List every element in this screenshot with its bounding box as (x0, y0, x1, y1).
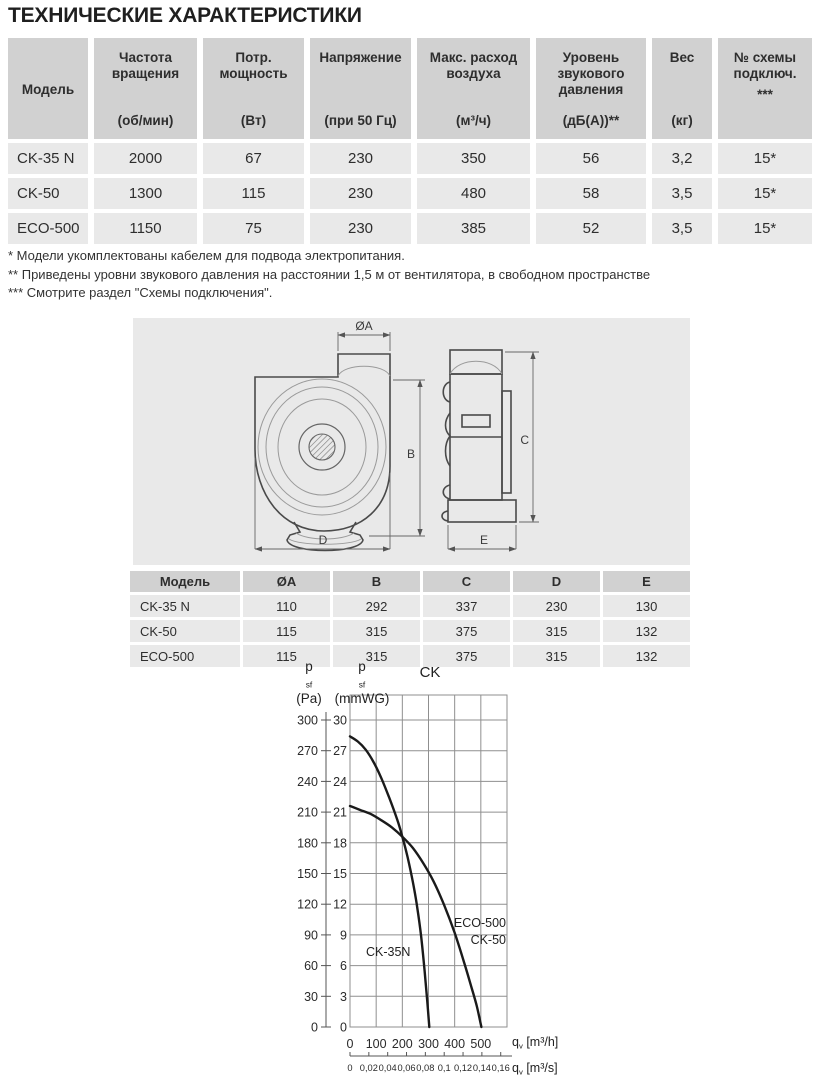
m3h-tick-label: 300 (418, 1037, 439, 1051)
dim-cell: 315 (513, 620, 600, 642)
spec-header-2: Потр. мощность (Вт) (203, 38, 304, 139)
m3s-tick-label: 0,16 (491, 1063, 510, 1073)
spec-table-header (8, 38, 812, 139)
m3s-tick-label: 0,14 (472, 1063, 491, 1073)
spec-cell: 350 (417, 143, 530, 174)
dim-label-e: E (479, 533, 489, 547)
spec-cell: 230 (310, 213, 411, 244)
dim-header-0: Модель (130, 571, 240, 592)
fan-curve-plot (280, 655, 620, 1091)
dim-label-d: D (318, 533, 328, 547)
spec-header-1: Частота вращения (об/мин) (94, 38, 197, 139)
m3s-tick-label: 0,06 (397, 1063, 416, 1073)
mmwg-tick-label: 9 (340, 928, 347, 943)
pa-tick-label: 0 (311, 1020, 318, 1035)
spec-cell: 67 (203, 143, 304, 174)
spec-cell: 56 (536, 143, 646, 174)
spec-cell: 75 (203, 213, 304, 244)
spec-table (8, 38, 812, 244)
dim-cell: 132 (603, 620, 690, 642)
dim-cell: 315 (333, 645, 420, 667)
page-title: ТЕХНИЧЕСКИЕ ХАРАКТЕРИСТИКИ (8, 4, 362, 27)
footnotes (8, 247, 650, 303)
y-axis-title-mmwg: p $_{sf}$ (mmWG) (334, 659, 390, 706)
dim-model-cell: ECO-500 (130, 645, 240, 667)
dim-cell: 110 (243, 595, 330, 617)
spec-cell: 15* (718, 213, 812, 244)
m3s-tick-label: 0,04 (378, 1063, 397, 1073)
pa-tick-label: 300 (297, 713, 318, 728)
fan-shaft (309, 434, 335, 460)
m3h-tick-label: 0 (346, 1037, 354, 1051)
dim-cell: 375 (423, 645, 510, 667)
m3h-tick-label: 200 (391, 1037, 413, 1051)
dim-header-3: C (423, 571, 510, 592)
m3s-tick-label: 0,12 (453, 1063, 473, 1073)
spec-cell: 3,5 (652, 178, 712, 209)
dim-cell: 315 (333, 620, 420, 642)
spec-cell: 52 (536, 213, 646, 244)
side-inlet-arc (450, 361, 502, 374)
spec-header-7: № схемы подключ. *** (718, 38, 812, 139)
dim-label-b: B (406, 447, 415, 461)
mmwg-tick-label: 3 (340, 989, 347, 1004)
m3h-tick-label: 400 (444, 1037, 466, 1051)
footnote-2: ** Приведены уровни звукового давления на расстоянии 1,5 м от вентилятора, в свободном пространстве (8, 266, 651, 282)
spec-model-cell: CK-35 N (8, 143, 88, 174)
m3s-tick-label: 0,02 (359, 1063, 378, 1073)
spec-cell: 15* (718, 178, 812, 209)
dim-header-1: ØA (243, 571, 330, 592)
dim-cell: 230 (513, 595, 600, 617)
mmwg-tick-label: 27 (333, 744, 347, 759)
spec-cell: 58 (536, 178, 646, 209)
spec-cell: 3,5 (652, 213, 712, 244)
chart-grid (350, 695, 507, 1027)
fan-curve-0 (350, 736, 429, 1027)
pa-tick-label: 180 (297, 836, 318, 851)
spec-model-cell: CK-50 (8, 178, 88, 209)
y-axis-title-pa: p $_{sf}$ (Pa) (296, 659, 322, 706)
spec-cell: 2000 (94, 143, 197, 174)
mmwg-tick-label: 30 (333, 713, 347, 728)
spec-cell: 385 (417, 213, 530, 244)
spec-header-6: Вес (кг) (652, 38, 712, 139)
spec-cell: 115 (203, 178, 304, 209)
dimension-lines (255, 332, 539, 549)
dim-cell: 375 (423, 620, 510, 642)
dimensions-table (130, 571, 690, 667)
performance-chart (280, 655, 620, 1091)
spec-cell: 1300 (94, 178, 197, 209)
dim-header-5: E (603, 571, 690, 592)
mmwg-tick-label: 0 (340, 1020, 347, 1035)
mmwg-tick-label: 24 (333, 774, 347, 789)
spec-cell: 15* (718, 143, 812, 174)
spec-header-0: Модель (8, 38, 88, 139)
mmwg-tick-label: 6 (340, 959, 347, 974)
curve-label-eco-500: ECO-500 (453, 916, 506, 930)
spec-cell: 1150 (94, 213, 197, 244)
spec-header-4: Макс. расход воздуха (м³/ч) (417, 38, 530, 139)
mmwg-tick-label: 12 (333, 897, 347, 912)
dim-model-cell: CK-35 N (130, 595, 240, 617)
curve-label-ck-50: CK-50 (470, 933, 506, 947)
x-axis-title-m3h: $q_v$ [m³/h] (512, 1035, 559, 1051)
footnote-1: * Модели укомплектованы кабелем для подвода электропитания. (8, 248, 405, 263)
x-axis-title-m3s: $q_v$ [m³/s] (512, 1061, 558, 1077)
dim-label-c: C (520, 433, 529, 447)
spec-table-body (8, 143, 812, 244)
dim-cell: 132 (603, 645, 690, 667)
mmwg-tick-label: 21 (333, 805, 347, 820)
fan-side-view (442, 350, 516, 522)
spec-cell: 230 (310, 143, 411, 174)
m3s-ruler (350, 1052, 512, 1056)
mmwg-tick-label: 18 (333, 836, 347, 851)
m3s-tick-label: 0,1 (437, 1063, 451, 1073)
pa-tick-label: 90 (304, 928, 318, 943)
m3h-tick-label: 500 (470, 1037, 492, 1051)
dim-cell: 292 (333, 595, 420, 617)
dim-cell: 337 (423, 595, 510, 617)
pa-tick-label: 240 (297, 774, 318, 789)
pa-tick-label: 60 (304, 959, 318, 974)
dim-cell: 315 (513, 645, 600, 667)
spec-header-3: Напряжение (при 50 Гц) (310, 38, 411, 139)
m3s-tick-label: 0 (347, 1063, 353, 1073)
spec-model-cell: ECO-500 (8, 213, 88, 244)
m3s-tick-label: 0,08 (416, 1063, 435, 1073)
mmwg-tick-label: 15 (333, 867, 347, 881)
dim-label-a: ØA (355, 319, 373, 333)
spec-cell: 3,2 (652, 143, 712, 174)
pa-axis (321, 712, 331, 1027)
spec-cell: 230 (310, 178, 411, 209)
dim-cell: 115 (243, 620, 330, 642)
spec-header-5: Уровень звукового давления (дБ(А))** (536, 38, 646, 139)
dim-header-2: B (333, 571, 420, 592)
dim-header-4: D (513, 571, 600, 592)
fan-dimension-drawing (133, 318, 690, 565)
pa-tick-label: 150 (297, 867, 318, 881)
footnote-3: *** Смотрите раздел "Схемы подключения". (8, 285, 273, 300)
dimensions-table-header (130, 571, 690, 592)
spec-cell: 480 (417, 178, 530, 209)
chart-title: CK (419, 664, 441, 681)
dim-cell: 115 (243, 645, 330, 667)
pa-tick-label: 270 (297, 744, 318, 759)
m3h-tick-label: 100 (365, 1037, 387, 1051)
pa-tick-label: 120 (297, 897, 318, 912)
curve-label-ck-35n: CK-35N (366, 945, 411, 959)
drawing-panel (133, 318, 690, 565)
pa-tick-label: 210 (297, 805, 318, 820)
dim-model-cell: CK-50 (130, 620, 240, 642)
dim-cell: 130 (603, 595, 690, 617)
pa-tick-label: 30 (304, 989, 318, 1004)
